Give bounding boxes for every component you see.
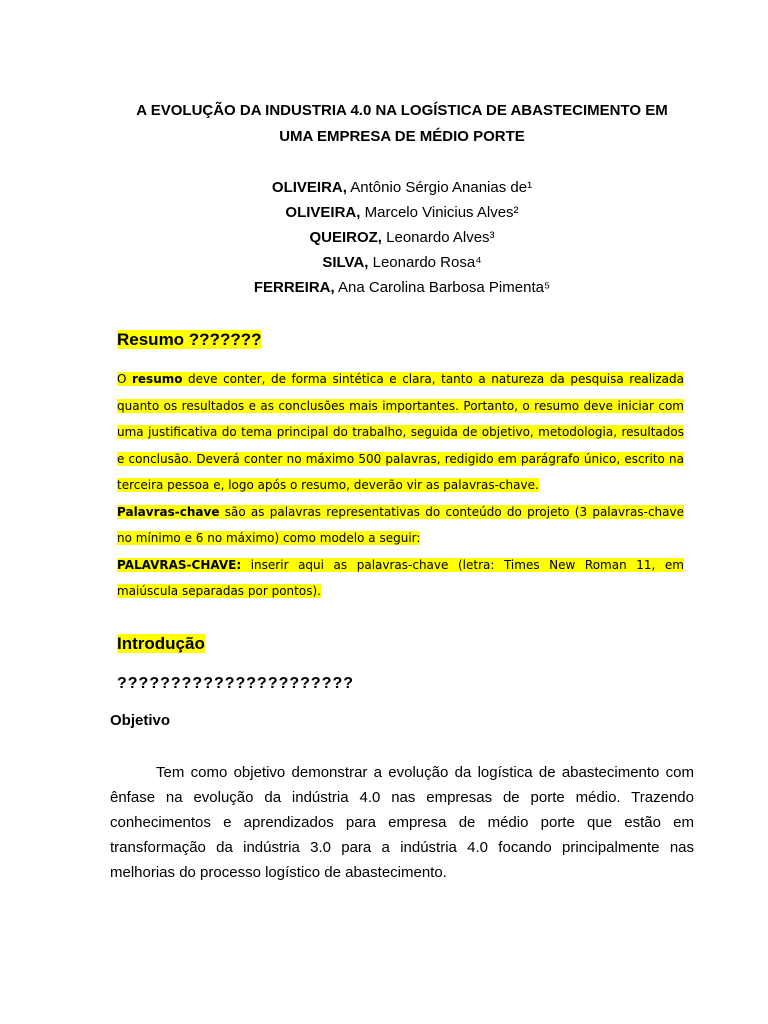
author-line: [100, 250, 704, 275]
keywords-line: [117, 552, 684, 605]
introducao-heading: [117, 632, 205, 656]
resumo-heading: [117, 328, 261, 352]
introducao-heading-text: Introdução: [117, 634, 205, 653]
introducao-placeholder: ??????????????????????: [117, 675, 355, 692]
keywords-instruction: inserir aqui as palavras-chave (letra: Times New Roman 11, em maiúscula separadas por pontos).: [117, 557, 684, 598]
author-given: Leonardo Alves³: [386, 229, 495, 246]
keywords-term: Palavras-chave: [117, 504, 220, 519]
author-given: Leonardo Rosa⁴: [372, 254, 482, 271]
author-given: Ana Carolina Barbosa Pimenta⁵: [338, 279, 551, 296]
author-line: [100, 200, 704, 225]
resumo-paragraph: [117, 366, 684, 499]
title-line-1: A EVOLUÇÃO DA INDUSTRIA 4.0 NA LOGÍSTICA DE ABASTECIMENTO EM: [136, 102, 668, 119]
author-surname: OLIVEIRA,: [271, 179, 347, 196]
document-title: [100, 98, 704, 150]
resumo-text: deve conter, de forma sintética e clara, tanto a natureza da pesquisa realizada quanto os resultados e as conclusões mais importantes. Portanto, o resumo deve iniciar com uma justificativa do tema principal do trabalho, seguida de objetivo, metodologia, resultados e conclusão. Deverá conter no máximo 500 palavras, redigido em parágrafo único, escrito na terceira pessoa e, logo após o resumo, deverão vir as palavras-chave.: [117, 372, 684, 492]
objetivo-heading: Objetivo: [110, 712, 171, 729]
author-surname: OLIVEIRA,: [285, 204, 361, 221]
author-given: Marcelo Vinicius Alves²: [364, 204, 519, 221]
author-surname: SILVA,: [322, 254, 369, 271]
resumo-heading-text: Resumo ???????: [117, 330, 262, 349]
objetivo-paragraph: Tem como objetivo demonstrar a evolução da logística de abastecimento com ênfase na evolução da indústria 4.0 nas empresas de porte médio. Trazendo conhecimentos e aprendizados para empresa de médio porte que estão em transformação da indústria 3.0 para a indústria 4.0 focando principalmente nas melhorias do processo logístico de abastecimento.: [110, 764, 694, 881]
resumo-body: [117, 366, 684, 605]
author-surname: QUEIROZ,: [309, 229, 382, 246]
resumo-prefix: O: [117, 372, 132, 386]
author-line: [100, 225, 704, 250]
resumo-bold-term: resumo: [132, 372, 183, 386]
author-surname: FERREIRA,: [253, 279, 335, 296]
author-line: [100, 275, 704, 300]
author-line: [100, 175, 704, 200]
keywords-description-text: são as palavras representativas do conteúdo do projeto (3 palavras-chave no mínimo e 6 no máximo) como modelo a seguir:: [117, 504, 684, 545]
keywords-label: PALAVRAS-CHAVE:: [117, 557, 242, 572]
title-line-2: UMA EMPRESA DE MÉDIO PORTE: [279, 128, 525, 145]
author-given: Antônio Sérgio Ananias de¹: [350, 179, 533, 196]
keywords-description: [117, 499, 684, 552]
author-list: [100, 175, 704, 300]
